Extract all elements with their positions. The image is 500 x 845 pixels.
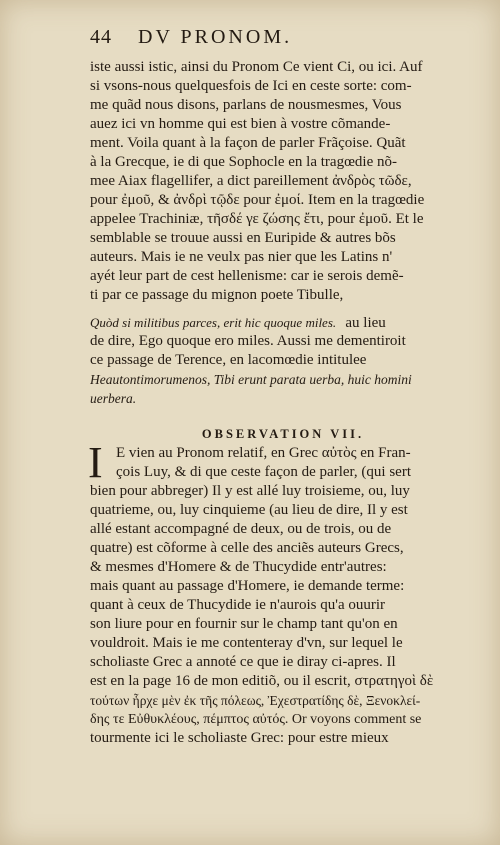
text-line: semblable se trouue aussi en Euripide & autres bõs: [90, 230, 396, 246]
text-line: à la Grecque, ie di que Sophocle en la tragœdie nõ-: [90, 154, 397, 170]
text-line: pour ἐμοῦ, & ἀνδρὶ τῷδε pour ἐμοί. Item en la tragœdie: [90, 192, 425, 208]
section-title: OBSERVATION VII.: [201, 427, 365, 441]
quote-tail: au lieu: [345, 315, 386, 331]
page-number: 44: [90, 26, 112, 48]
text-line: & mesmes d'Homere & de Thucydide entr'autres:: [90, 559, 387, 575]
latin-quotation: [90, 313, 476, 332]
quote-text: Quòd si militibus parces, erit hic quoque miles.: [90, 315, 337, 330]
text-line: Heautontimorumenos, Tibi erunt parata uerba, huic homini: [90, 372, 412, 387]
text-line: τούτων ἦρχε μὲν ἐκ τῆς πόλεως, Ἐχεστρατίδης δὲ, Ξενοκλεί-: [90, 693, 421, 708]
text-line: me quãd nous disons, parlans de nousmesmes, Vous: [90, 97, 402, 113]
text-line: allé estant accompagné de deux, ou de trois, ou de: [90, 521, 392, 537]
text-line: iste aussi istic, ainsi du Pronom Ce vient Ci, ou ici. Auf: [90, 59, 423, 75]
text-line: scholiaste Grec a annoté ce que ie diray ci-apres. Il: [90, 654, 396, 670]
text-line: uerbera.: [90, 391, 137, 406]
main-text: [90, 58, 476, 748]
running-title: DV PRONOM.: [138, 26, 293, 48]
text-line: de dire, Ego quoque ero miles. Aussi me dementiroit: [90, 333, 406, 349]
text-line: auez ici vn homme qui est bien à vostre cõmande-: [90, 116, 391, 132]
spacer: [90, 305, 476, 313]
text-line: est en la page 16 de mon editiõ, ou il escrit, στρατηγοὶ δὲ: [90, 673, 434, 689]
drop-cap-initial: I: [88, 438, 103, 487]
text-line: quatrieme, ou, luy cinquieme (au lieu de dire, Il y est: [90, 502, 408, 518]
text-line: tourmente ici le scholiaste Grec: pour estre mieux: [90, 730, 389, 746]
section-paragraph: [88, 438, 476, 748]
text-line: bien pour abbreger) Il y est allé luy troisieme, ou, luy: [90, 483, 410, 499]
text-line: çois Luy, & di que ceste façon de parler, (qui sert: [116, 464, 411, 480]
text-line: mee Aiax flagellifer, a dict pareillement ἀνδρὸς τῶδε,: [90, 173, 412, 189]
text-line: ti par ce passage du mignon poete Tibulle,: [90, 287, 344, 303]
text-line: ce passage de Terence, en lacomœdie intitulee: [90, 352, 367, 368]
text-line: δης τε Εὐθυκλέους, πέμπτος αὐτός. Or voyons comment se: [90, 712, 422, 727]
text-line: son liure pour en fournir sur le champ tant qu'on en: [90, 616, 398, 632]
text-line: E vien au Pronom relatif, en Grec αὐτὸς en Fran-: [116, 445, 411, 461]
text-line: quatre) est cõforme à celle des anciẽs auteurs Grecs,: [90, 540, 404, 556]
text-line: appelee Trachiniæ, τῆσδέ γε ζώσης ἔτι, pour ἐμοῦ. Et le: [90, 211, 424, 227]
text-line: si vsons-nous quelquesfois de Ici en ceste sorte: com-: [90, 78, 412, 94]
text-line: auteurs. Mais ie ne veulx pas nier que les Latins n': [90, 249, 393, 265]
text-line: ayét leur part de cest hellenisme: car ie serois demẽ-: [90, 268, 404, 284]
text-line: quant à ceux de Thucydide ie n'aurois qu'a ouurir: [90, 597, 386, 613]
text-line: mais quant au passage d'Homere, ie demande terme:: [90, 578, 405, 594]
text-line: vouldroit. Mais ie me contenteray d'vn, sur lequel le: [90, 635, 403, 651]
page-header: [90, 26, 490, 56]
text-line: ment. Voila quant à la façon de parler Frãçoise. Quãt: [90, 135, 406, 151]
